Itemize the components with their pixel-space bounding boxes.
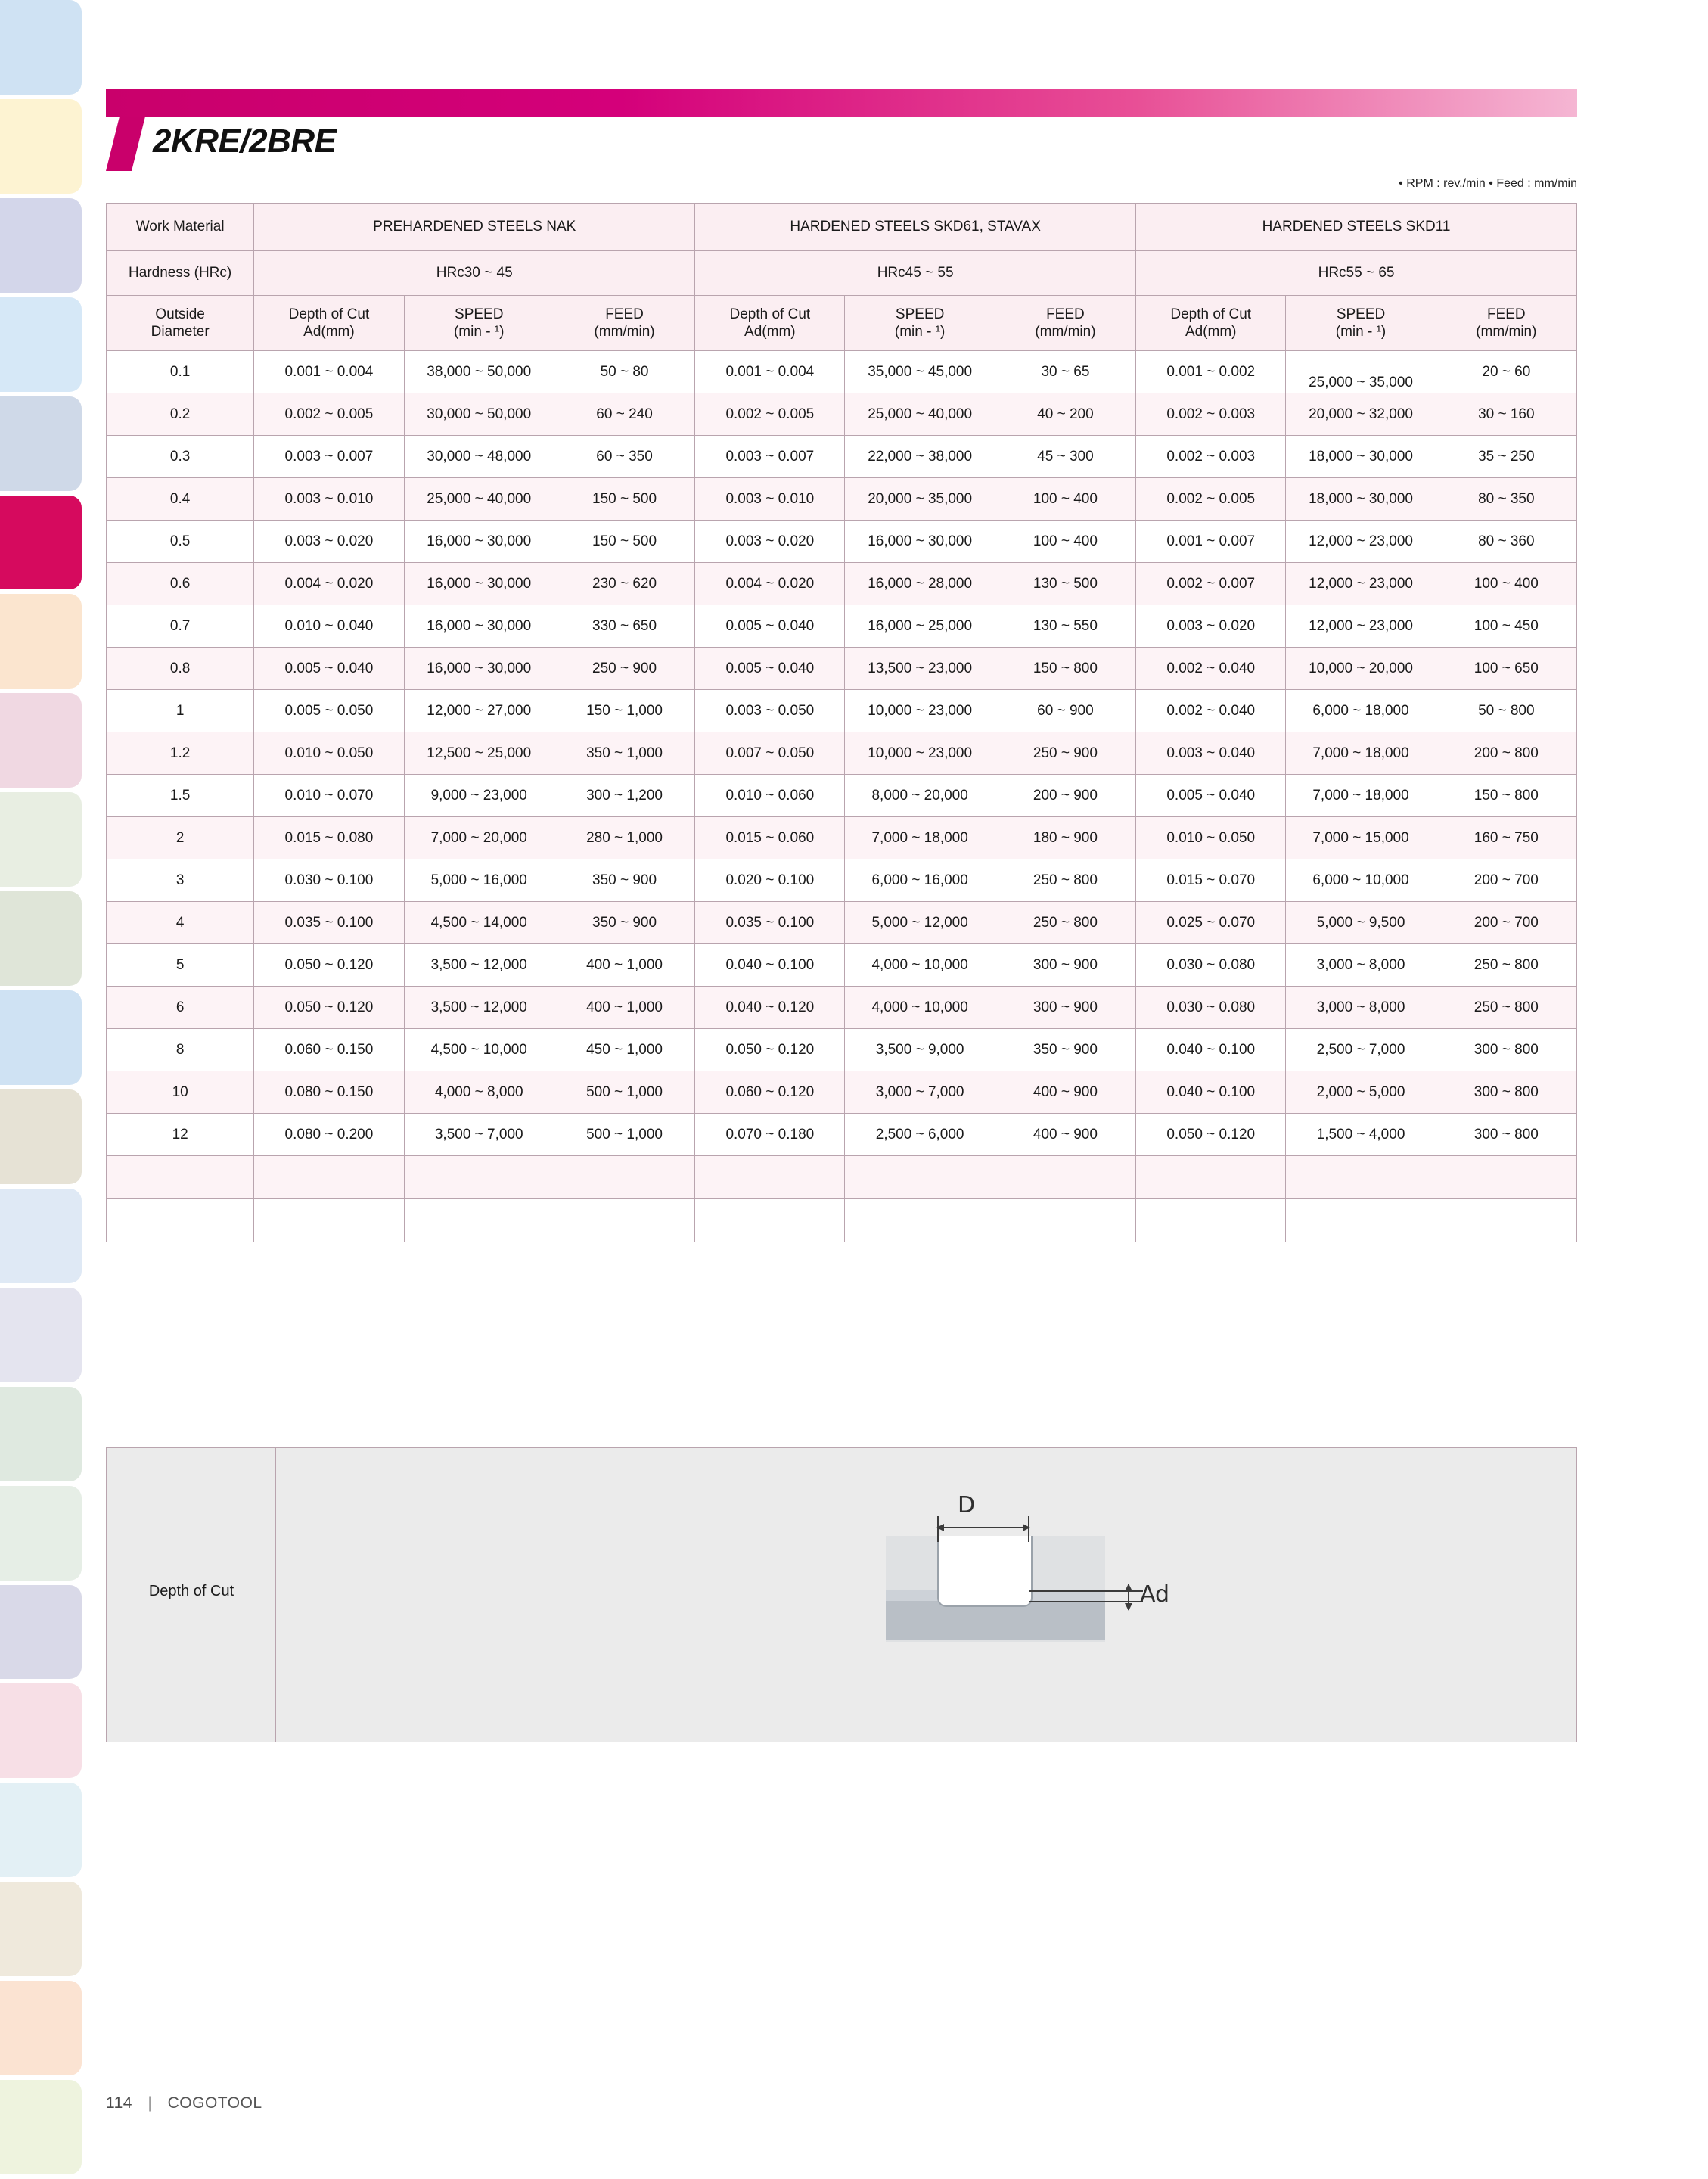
cell-outside-diameter: 3 xyxy=(107,859,254,902)
cell-g3-feed: 200 ~ 700 xyxy=(1436,902,1576,944)
page-title-block xyxy=(106,117,424,171)
cell-g2-speed: 8,000 ~ 20,000 xyxy=(845,775,995,817)
cell-g1-feed: 60 ~ 350 xyxy=(554,436,694,478)
cell-g3-speed: 3,000 ~ 8,000 xyxy=(1286,987,1436,1029)
cell-g3-speed: 5,000 ~ 9,500 xyxy=(1286,902,1436,944)
units-note: • RPM : rev./min • Feed : mm/min xyxy=(1399,177,1577,190)
header-g3-feed-l1: FEED xyxy=(1486,306,1526,322)
cell-g1-depth-of-cut: 0.010 ~ 0.050 xyxy=(254,732,404,775)
cell-g1-depth-of-cut xyxy=(254,1199,404,1242)
cell-g1-depth-of-cut: 0.050 ~ 0.120 xyxy=(254,944,404,987)
cell-g2-speed: 16,000 ~ 30,000 xyxy=(845,521,995,563)
table-row xyxy=(107,944,1577,987)
cell-g2-feed: 130 ~ 500 xyxy=(995,563,1135,605)
cutting-conditions-table xyxy=(106,203,1577,1242)
cell-g3-speed: 12,000 ~ 23,000 xyxy=(1286,563,1436,605)
cell-g3-feed: 100 ~ 450 xyxy=(1436,605,1576,648)
header-g3-feed-l2: (mm/min) xyxy=(1476,324,1537,340)
header-hardness: Hardness (HRc) xyxy=(107,251,254,296)
cell-g1-depth-of-cut: 0.060 ~ 0.150 xyxy=(254,1029,404,1071)
header-g3-speed-l1: SPEED xyxy=(1336,306,1386,322)
cell-g3-depth-of-cut: 0.040 ~ 0.100 xyxy=(1136,1071,1286,1114)
cell-outside-diameter: 0.8 xyxy=(107,648,254,690)
table-row xyxy=(107,351,1577,393)
cell-g2-speed: 22,000 ~ 38,000 xyxy=(845,436,995,478)
header-group-2-material: HARDENED STEELS SKD61, STAVAX xyxy=(695,204,1136,251)
cell-g2-speed: 13,500 ~ 23,000 xyxy=(845,648,995,690)
header-g1-speed-l1: SPEED xyxy=(455,306,504,322)
depth-of-cut-diagram xyxy=(878,1492,1234,1675)
cell-g1-depth-of-cut: 0.050 ~ 0.120 xyxy=(254,987,404,1029)
diagram-pocket xyxy=(937,1536,1033,1607)
cell-g3-depth-of-cut: 0.002 ~ 0.007 xyxy=(1136,563,1286,605)
cell-g1-speed: 38,000 ~ 50,000 xyxy=(404,351,554,393)
cell-g3-feed: 200 ~ 800 xyxy=(1436,732,1576,775)
cell-g3-feed: 300 ~ 800 xyxy=(1436,1029,1576,1071)
header-work-material: Work Material xyxy=(107,204,254,251)
header-g1-doc-l2: Ad(mm) xyxy=(303,324,355,340)
header-g2-feed-l2: (mm/min) xyxy=(1035,324,1096,340)
diagram-label-ad: Ad xyxy=(1140,1581,1170,1608)
header-g3-doc-l1: Depth of Cut xyxy=(1170,306,1252,322)
title-wedge-icon xyxy=(106,117,145,171)
table-body xyxy=(107,351,1577,1242)
cell-outside-diameter: 10 xyxy=(107,1071,254,1114)
cell-g3-depth-of-cut: 0.025 ~ 0.070 xyxy=(1136,902,1286,944)
header-group-3-hardness: HRc55 ~ 65 xyxy=(1136,251,1577,296)
cell-g3-depth-of-cut: 0.005 ~ 0.040 xyxy=(1136,775,1286,817)
cell-g2-speed: 10,000 ~ 23,000 xyxy=(845,732,995,775)
cell-g3-feed xyxy=(1436,1199,1576,1242)
cell-outside-diameter xyxy=(107,1156,254,1199)
cell-outside-diameter: 0.5 xyxy=(107,521,254,563)
header-g2-feed-l1: FEED xyxy=(1046,306,1085,322)
cell-g3-speed: 3,000 ~ 8,000 xyxy=(1286,944,1436,987)
header-g2-speed-l2: (min - ¹) xyxy=(894,324,946,340)
cell-g2-speed: 4,000 ~ 10,000 xyxy=(845,944,995,987)
cell-g3-speed: 1,500 ~ 4,000 xyxy=(1286,1114,1436,1156)
page-title: 2KRE/2BRE xyxy=(153,123,337,160)
cell-outside-diameter: 1.5 xyxy=(107,775,254,817)
table-header-row-hardness xyxy=(107,251,1577,296)
cell-g1-depth-of-cut: 0.005 ~ 0.040 xyxy=(254,648,404,690)
cell-g2-depth-of-cut: 0.040 ~ 0.120 xyxy=(695,987,845,1029)
cell-g1-speed: 12,500 ~ 25,000 xyxy=(404,732,554,775)
cell-g3-feed: 35 ~ 250 xyxy=(1436,436,1576,478)
cell-g2-feed: 400 ~ 900 xyxy=(995,1114,1135,1156)
diagram-dimension-d-arrow xyxy=(937,1527,1029,1528)
cell-g1-feed: 250 ~ 900 xyxy=(554,648,694,690)
cell-g2-feed: 250 ~ 900 xyxy=(995,732,1135,775)
cell-g3-speed xyxy=(1286,1199,1436,1242)
cell-g1-speed xyxy=(404,1199,554,1242)
cell-g2-feed: 250 ~ 800 xyxy=(995,902,1135,944)
cell-g1-feed: 230 ~ 620 xyxy=(554,563,694,605)
cell-g1-depth-of-cut: 0.030 ~ 0.100 xyxy=(254,859,404,902)
header-g2-speed-l1: SPEED xyxy=(895,306,945,322)
cell-g1-feed: 300 ~ 1,200 xyxy=(554,775,694,817)
cell-g3-speed: 20,000 ~ 32,000 xyxy=(1286,393,1436,436)
cell-g3-feed: 100 ~ 650 xyxy=(1436,648,1576,690)
cell-g2-depth-of-cut xyxy=(695,1199,845,1242)
cell-g2-feed xyxy=(995,1156,1135,1199)
cell-g2-depth-of-cut: 0.003 ~ 0.020 xyxy=(695,521,845,563)
header-g1-feed xyxy=(554,296,694,351)
cell-g2-feed: 400 ~ 900 xyxy=(995,1071,1135,1114)
table-row xyxy=(107,1029,1577,1071)
cell-g3-depth-of-cut: 0.001 ~ 0.002 xyxy=(1136,351,1286,393)
diagram-dimension-ad-arrow xyxy=(1128,1584,1129,1610)
cell-g3-depth-of-cut: 0.002 ~ 0.040 xyxy=(1136,690,1286,732)
cell-g1-depth-of-cut: 0.005 ~ 0.050 xyxy=(254,690,404,732)
cell-g2-feed: 100 ~ 400 xyxy=(995,478,1135,521)
cell-g3-feed: 200 ~ 700 xyxy=(1436,859,1576,902)
table-row xyxy=(107,817,1577,859)
cell-g3-speed: 7,000 ~ 18,000 xyxy=(1286,732,1436,775)
cell-g3-depth-of-cut: 0.015 ~ 0.070 xyxy=(1136,859,1286,902)
cell-g3-depth-of-cut: 0.002 ~ 0.005 xyxy=(1136,478,1286,521)
cell-g2-speed: 4,000 ~ 10,000 xyxy=(845,987,995,1029)
cell-g3-feed: 80 ~ 360 xyxy=(1436,521,1576,563)
cell-g1-feed: 350 ~ 900 xyxy=(554,902,694,944)
cell-g2-speed: 7,000 ~ 18,000 xyxy=(845,817,995,859)
cell-g3-speed: 6,000 ~ 10,000 xyxy=(1286,859,1436,902)
cell-g1-feed xyxy=(554,1156,694,1199)
cell-g1-depth-of-cut: 0.003 ~ 0.007 xyxy=(254,436,404,478)
cell-g3-depth-of-cut: 0.003 ~ 0.040 xyxy=(1136,732,1286,775)
cell-g1-feed: 500 ~ 1,000 xyxy=(554,1114,694,1156)
cell-g1-speed: 3,500 ~ 7,000 xyxy=(404,1114,554,1156)
header-g3-feed xyxy=(1436,296,1576,351)
cell-g2-speed: 25,000 ~ 40,000 xyxy=(845,393,995,436)
cell-outside-diameter: 5 xyxy=(107,944,254,987)
header-g1-doc-l1: Depth of Cut xyxy=(288,306,370,322)
cell-g1-depth-of-cut: 0.003 ~ 0.010 xyxy=(254,478,404,521)
cell-g3-feed: 30 ~ 160 xyxy=(1436,393,1576,436)
cell-g1-feed: 330 ~ 650 xyxy=(554,605,694,648)
cell-g1-feed: 50 ~ 80 xyxy=(554,351,694,393)
cell-g3-feed: 250 ~ 800 xyxy=(1436,944,1576,987)
cell-g2-feed: 150 ~ 800 xyxy=(995,648,1135,690)
cell-g1-feed: 60 ~ 240 xyxy=(554,393,694,436)
table-header-row-material xyxy=(107,204,1577,251)
cell-g3-depth-of-cut: 0.050 ~ 0.120 xyxy=(1136,1114,1286,1156)
cell-g3-depth-of-cut: 0.003 ~ 0.020 xyxy=(1136,605,1286,648)
cell-g3-feed: 50 ~ 800 xyxy=(1436,690,1576,732)
cell-g1-depth-of-cut: 0.010 ~ 0.040 xyxy=(254,605,404,648)
cell-g1-feed: 150 ~ 1,000 xyxy=(554,690,694,732)
cell-g2-feed: 350 ~ 900 xyxy=(995,1029,1135,1071)
header-group-3-material: HARDENED STEELS SKD11 xyxy=(1136,204,1577,251)
cell-g2-speed: 20,000 ~ 35,000 xyxy=(845,478,995,521)
cell-outside-diameter: 0.7 xyxy=(107,605,254,648)
header-g1-feed-l2: (mm/min) xyxy=(594,324,655,340)
cell-g2-speed: 6,000 ~ 16,000 xyxy=(845,859,995,902)
cell-g3-feed: 20 ~ 60 xyxy=(1436,351,1576,393)
cell-g1-speed: 3,500 ~ 12,000 xyxy=(404,944,554,987)
cell-g2-feed xyxy=(995,1199,1135,1242)
cell-g1-speed: 12,000 ~ 27,000 xyxy=(404,690,554,732)
cell-g2-feed: 100 ~ 400 xyxy=(995,521,1135,563)
cell-outside-diameter: 12 xyxy=(107,1114,254,1156)
cell-g2-depth-of-cut: 0.005 ~ 0.040 xyxy=(695,605,845,648)
cell-g3-depth-of-cut: 0.002 ~ 0.040 xyxy=(1136,648,1286,690)
cell-g3-feed xyxy=(1436,1156,1576,1199)
cell-g1-feed: 500 ~ 1,000 xyxy=(554,1071,694,1114)
cell-g3-depth-of-cut: 0.040 ~ 0.100 xyxy=(1136,1029,1286,1071)
cell-g1-speed: 16,000 ~ 30,000 xyxy=(404,521,554,563)
cell-g2-feed: 30 ~ 65 xyxy=(995,351,1135,393)
table-row xyxy=(107,987,1577,1029)
cell-g3-feed: 300 ~ 800 xyxy=(1436,1114,1576,1156)
header-g3-depth-of-cut xyxy=(1136,296,1286,351)
header-group-1-hardness: HRc30 ~ 45 xyxy=(254,251,695,296)
cell-g1-speed xyxy=(404,1156,554,1199)
cell-g1-depth-of-cut: 0.015 ~ 0.080 xyxy=(254,817,404,859)
table-row xyxy=(107,690,1577,732)
page-footer xyxy=(106,2094,262,2112)
header-g2-speed xyxy=(845,296,995,351)
cell-g3-depth-of-cut: 0.030 ~ 0.080 xyxy=(1136,987,1286,1029)
cell-g3-speed: 25,000 ~ 35,000 xyxy=(1286,351,1436,393)
cell-g1-depth-of-cut: 0.003 ~ 0.020 xyxy=(254,521,404,563)
cell-g1-depth-of-cut: 0.080 ~ 0.150 xyxy=(254,1071,404,1114)
cell-g1-feed: 400 ~ 1,000 xyxy=(554,944,694,987)
header-group-1-material: PREHARDENED STEELS NAK xyxy=(254,204,695,251)
cell-g2-depth-of-cut: 0.007 ~ 0.050 xyxy=(695,732,845,775)
header-g1-speed-l2: (min - ¹) xyxy=(453,324,505,340)
header-g2-doc-l1: Depth of Cut xyxy=(729,306,811,322)
cell-outside-diameter: 0.6 xyxy=(107,563,254,605)
cell-g2-depth-of-cut: 0.060 ~ 0.120 xyxy=(695,1071,845,1114)
footer-brand: COGOTOOL xyxy=(167,2094,262,2112)
footer-page-number: 114 xyxy=(106,2094,132,2112)
cell-g1-speed: 25,000 ~ 40,000 xyxy=(404,478,554,521)
cell-g1-feed: 150 ~ 500 xyxy=(554,521,694,563)
cell-g3-speed: 2,000 ~ 5,000 xyxy=(1286,1071,1436,1114)
cell-outside-diameter: 0.3 xyxy=(107,436,254,478)
cell-g1-feed: 280 ~ 1,000 xyxy=(554,817,694,859)
cell-outside-diameter: 6 xyxy=(107,987,254,1029)
table-row xyxy=(107,393,1577,436)
cell-g1-speed: 5,000 ~ 16,000 xyxy=(404,859,554,902)
cell-g1-speed: 30,000 ~ 50,000 xyxy=(404,393,554,436)
table-row xyxy=(107,732,1577,775)
cell-g3-depth-of-cut: 0.030 ~ 0.080 xyxy=(1136,944,1286,987)
table-row xyxy=(107,1156,1577,1199)
header-group-2-hardness: HRc45 ~ 55 xyxy=(695,251,1136,296)
cell-g1-speed: 3,500 ~ 12,000 xyxy=(404,987,554,1029)
table-row xyxy=(107,478,1577,521)
header-g1-depth-of-cut xyxy=(254,296,404,351)
cell-g2-speed: 3,500 ~ 9,000 xyxy=(845,1029,995,1071)
cell-outside-diameter: 0.2 xyxy=(107,393,254,436)
depth-of-cut-illustration-block xyxy=(106,1447,1577,1742)
cell-g2-speed: 16,000 ~ 28,000 xyxy=(845,563,995,605)
cell-g2-depth-of-cut: 0.050 ~ 0.120 xyxy=(695,1029,845,1071)
cell-g1-depth-of-cut: 0.001 ~ 0.004 xyxy=(254,351,404,393)
cell-outside-diameter: 1.2 xyxy=(107,732,254,775)
table-row xyxy=(107,859,1577,902)
cell-outside-diameter xyxy=(107,1199,254,1242)
cell-g1-depth-of-cut: 0.035 ~ 0.100 xyxy=(254,902,404,944)
cell-g2-feed: 300 ~ 900 xyxy=(995,987,1135,1029)
cell-g3-speed: 2,500 ~ 7,000 xyxy=(1286,1029,1436,1071)
cell-g3-speed: 6,000 ~ 18,000 xyxy=(1286,690,1436,732)
cell-g2-depth-of-cut: 0.003 ~ 0.050 xyxy=(695,690,845,732)
cell-g2-depth-of-cut: 0.004 ~ 0.020 xyxy=(695,563,845,605)
cell-g2-depth-of-cut: 0.003 ~ 0.010 xyxy=(695,478,845,521)
header-g3-speed-l2: (min - ¹) xyxy=(1335,324,1387,340)
cell-g2-feed: 180 ~ 900 xyxy=(995,817,1135,859)
cell-g3-feed: 150 ~ 800 xyxy=(1436,775,1576,817)
cell-g2-feed: 130 ~ 550 xyxy=(995,605,1135,648)
header-outside-diameter-l2: Diameter xyxy=(151,324,210,340)
cell-g3-speed: 7,000 ~ 18,000 xyxy=(1286,775,1436,817)
cell-g1-depth-of-cut: 0.080 ~ 0.200 xyxy=(254,1114,404,1156)
cell-g2-depth-of-cut: 0.003 ~ 0.007 xyxy=(695,436,845,478)
cell-g1-speed: 30,000 ~ 48,000 xyxy=(404,436,554,478)
cell-g2-feed: 250 ~ 800 xyxy=(995,859,1135,902)
table-row xyxy=(107,1114,1577,1156)
cell-g3-speed: 18,000 ~ 30,000 xyxy=(1286,478,1436,521)
table-row xyxy=(107,648,1577,690)
cell-outside-diameter: 8 xyxy=(107,1029,254,1071)
cell-g1-speed: 16,000 ~ 30,000 xyxy=(404,605,554,648)
cell-g2-speed: 10,000 ~ 23,000 xyxy=(845,690,995,732)
cell-g3-speed xyxy=(1286,1156,1436,1199)
cell-g2-depth-of-cut: 0.015 ~ 0.060 xyxy=(695,817,845,859)
cell-g1-depth-of-cut: 0.004 ~ 0.020 xyxy=(254,563,404,605)
cell-g1-speed: 9,000 ~ 23,000 xyxy=(404,775,554,817)
cell-g2-depth-of-cut: 0.040 ~ 0.100 xyxy=(695,944,845,987)
cell-outside-diameter: 0.4 xyxy=(107,478,254,521)
diagram-leader-bottom xyxy=(1029,1601,1143,1602)
cell-g1-speed: 7,000 ~ 20,000 xyxy=(404,817,554,859)
cell-g2-depth-of-cut: 0.005 ~ 0.040 xyxy=(695,648,845,690)
cell-g1-feed: 150 ~ 500 xyxy=(554,478,694,521)
cell-g2-feed: 40 ~ 200 xyxy=(995,393,1135,436)
cell-g2-speed: 16,000 ~ 25,000 xyxy=(845,605,995,648)
cell-outside-diameter: 2 xyxy=(107,817,254,859)
table-row xyxy=(107,563,1577,605)
cell-g3-feed: 250 ~ 800 xyxy=(1436,987,1576,1029)
cell-g3-depth-of-cut: 0.010 ~ 0.050 xyxy=(1136,817,1286,859)
header-outside-diameter-l1: Outside xyxy=(155,306,205,322)
header-g1-feed-l1: FEED xyxy=(605,306,644,322)
cell-g3-depth-of-cut: 0.002 ~ 0.003 xyxy=(1136,393,1286,436)
header-g2-feed xyxy=(995,296,1135,351)
cell-g1-speed: 16,000 ~ 30,000 xyxy=(404,563,554,605)
footer-separator: | xyxy=(148,2094,153,2112)
header-g3-speed xyxy=(1286,296,1436,351)
table-row xyxy=(107,1199,1577,1242)
cell-g3-speed: 12,000 ~ 23,000 xyxy=(1286,605,1436,648)
header-g1-speed xyxy=(404,296,554,351)
cell-g3-speed: 18,000 ~ 30,000 xyxy=(1286,436,1436,478)
header-g2-depth-of-cut xyxy=(695,296,845,351)
table-row xyxy=(107,436,1577,478)
cell-g2-depth-of-cut xyxy=(695,1156,845,1199)
cell-g3-feed: 80 ~ 350 xyxy=(1436,478,1576,521)
cell-g2-feed: 45 ~ 300 xyxy=(995,436,1135,478)
cell-g1-speed: 16,000 ~ 30,000 xyxy=(404,648,554,690)
cell-outside-diameter: 0.1 xyxy=(107,351,254,393)
cell-g3-depth-of-cut xyxy=(1136,1156,1286,1199)
cell-g3-feed: 300 ~ 800 xyxy=(1436,1071,1576,1114)
cell-g2-speed: 3,000 ~ 7,000 xyxy=(845,1071,995,1114)
cell-g1-speed: 4,000 ~ 8,000 xyxy=(404,1071,554,1114)
header-accent-bar xyxy=(106,89,1577,117)
cell-g1-feed: 350 ~ 900 xyxy=(554,859,694,902)
cell-g3-speed: 10,000 ~ 20,000 xyxy=(1286,648,1436,690)
header-outside-diameter xyxy=(107,296,254,351)
cell-g2-feed: 300 ~ 900 xyxy=(995,944,1135,987)
table-row xyxy=(107,605,1577,648)
table-row xyxy=(107,1071,1577,1114)
cell-g2-speed: 5,000 ~ 12,000 xyxy=(845,902,995,944)
table-header-row-columns xyxy=(107,296,1577,351)
cell-g3-depth-of-cut: 0.002 ~ 0.003 xyxy=(1136,436,1286,478)
header-gradient xyxy=(106,89,1577,117)
diagram-label-d: D xyxy=(958,1492,976,1518)
cell-g1-depth-of-cut: 0.010 ~ 0.070 xyxy=(254,775,404,817)
cell-g2-depth-of-cut: 0.070 ~ 0.180 xyxy=(695,1114,845,1156)
cell-g2-depth-of-cut: 0.035 ~ 0.100 xyxy=(695,902,845,944)
cell-outside-diameter: 4 xyxy=(107,902,254,944)
cell-g3-speed: 12,000 ~ 23,000 xyxy=(1286,521,1436,563)
table-row xyxy=(107,521,1577,563)
cell-g3-feed: 100 ~ 400 xyxy=(1436,563,1576,605)
cell-g2-speed xyxy=(845,1199,995,1242)
header-g2-doc-l2: Ad(mm) xyxy=(744,324,796,340)
cell-g1-depth-of-cut: 0.002 ~ 0.005 xyxy=(254,393,404,436)
cell-g3-feed: 160 ~ 750 xyxy=(1436,817,1576,859)
depth-of-cut-label: Depth of Cut xyxy=(148,1583,234,1599)
cell-g3-depth-of-cut: 0.001 ~ 0.007 xyxy=(1136,521,1286,563)
table-row xyxy=(107,775,1577,817)
cell-g2-depth-of-cut: 0.002 ~ 0.005 xyxy=(695,393,845,436)
cell-g1-feed xyxy=(554,1199,694,1242)
cell-g2-feed: 200 ~ 900 xyxy=(995,775,1135,817)
cell-g1-speed: 4,500 ~ 10,000 xyxy=(404,1029,554,1071)
cell-g2-speed: 2,500 ~ 6,000 xyxy=(845,1114,995,1156)
cell-g2-depth-of-cut: 0.010 ~ 0.060 xyxy=(695,775,845,817)
cell-g2-feed: 60 ~ 900 xyxy=(995,690,1135,732)
cell-g2-depth-of-cut: 0.001 ~ 0.004 xyxy=(695,351,845,393)
cell-g2-depth-of-cut: 0.020 ~ 0.100 xyxy=(695,859,845,902)
cell-g3-speed: 7,000 ~ 15,000 xyxy=(1286,817,1436,859)
table-row xyxy=(107,902,1577,944)
cell-g1-depth-of-cut xyxy=(254,1156,404,1199)
cell-g3-depth-of-cut xyxy=(1136,1199,1286,1242)
cell-outside-diameter: 1 xyxy=(107,690,254,732)
cell-g2-speed xyxy=(845,1156,995,1199)
depth-of-cut-label-cell xyxy=(107,1448,276,1742)
cell-g1-feed: 350 ~ 1,000 xyxy=(554,732,694,775)
cell-g1-feed: 400 ~ 1,000 xyxy=(554,987,694,1029)
cell-g1-feed: 450 ~ 1,000 xyxy=(554,1029,694,1071)
cell-g2-speed: 35,000 ~ 45,000 xyxy=(845,351,995,393)
header-g3-doc-l2: Ad(mm) xyxy=(1185,324,1237,340)
cell-g1-speed: 4,500 ~ 14,000 xyxy=(404,902,554,944)
